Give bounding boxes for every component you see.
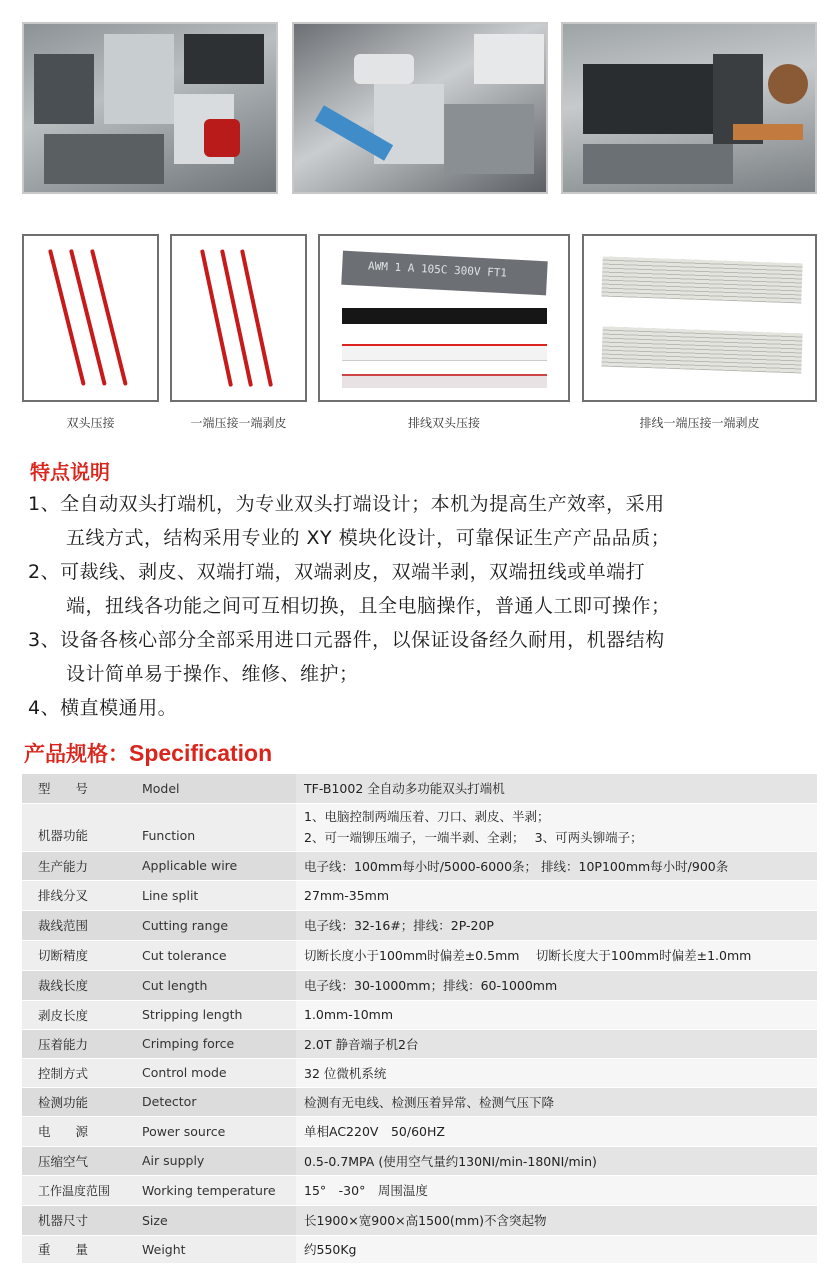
machine-photo-1 xyxy=(22,22,278,194)
spec-title-en: Specification xyxy=(129,740,273,766)
spec-row: 切断精度 Cut tolerance 切断长度小于100mm时偏差±0.5mm 切断长度大于100mm时偏差±1.0mm xyxy=(22,940,817,970)
spec-row: 机器尺寸 Size 长1900×宽900×高1500(mm)不含突起物 xyxy=(22,1205,817,1235)
spec-row: 排线分叉 Line split 27mm-35mm xyxy=(22,880,817,910)
sample-ribbon-crimp-strip xyxy=(582,234,817,402)
feature-item-3: 3、设备各核心部分全部采用进口元器件，以保证设备经久耐用，机器结构 设计简单易于操作、维修、维护； xyxy=(28,629,665,685)
features-list xyxy=(28,487,671,725)
spec-table xyxy=(22,774,817,1264)
spec-row: 电 源 Power source 单相AC220V 50/60HZ xyxy=(22,1116,817,1146)
caption-ribbon-double-crimp: 排线双头压接 xyxy=(407,416,480,430)
feature-item-4: 4、横直模通用。 xyxy=(28,697,178,719)
spec-row: 生产能力 Applicable wire 电子线：100mm每小时/5000-6000条； 排线：10P100mm每小时/900条 xyxy=(22,851,817,880)
spec-title xyxy=(24,738,272,768)
feature-item-2: 2、可裁线、剥皮、双端打端，双端剥皮，双端半剥，双端扭线或单端打 端，扭线各功能之间可互相切换，且全电脑操作，普通人工即可操作； xyxy=(28,561,671,617)
spec-row: 型 号 Model TF-B1002 全自动多功能双头打端机 xyxy=(22,774,817,803)
spec-row: 机器功能 Function 1、电脑控制两端压着、刀口、剥皮、半剥； 2、可一端铆压端子，一端半剥、全剥； 3、可两头铆端子； xyxy=(22,803,817,851)
spec-row: 裁线范围 Cutting range 电子线：32-16#；排线：2P-20P xyxy=(22,910,817,940)
spec-row: 工作温度范围 Working temperature 15° -30° 周围温度 xyxy=(22,1175,817,1205)
caption-crimp-strip: 一端压接一端剥皮 xyxy=(190,416,287,430)
caption-ribbon-crimp-strip: 排线一端压接一端剥皮 xyxy=(639,416,760,430)
caption-double-crimp: 双头压接 xyxy=(66,416,115,430)
machine-photo-3 xyxy=(561,22,817,194)
sample-double-crimp xyxy=(22,234,159,402)
sample-crimp-strip xyxy=(170,234,307,402)
spec-row: 裁线长度 Cut length 电子线：30-1000mm；排线：60-1000mm xyxy=(22,970,817,1000)
spec-row: 剥皮长度 Stripping length 1.0mm-10mm xyxy=(22,1000,817,1029)
spec-row: 控制方式 Control mode 32 位微机系统 xyxy=(22,1058,817,1087)
features-title: 特点说明 xyxy=(30,460,110,484)
spec-row: 压缩空气 Air supply 0.5-0.7MPA (使用空气量约130NI/min-180NI/min) xyxy=(22,1146,817,1175)
sample-ribbon-double-crimp xyxy=(318,234,570,402)
machine-photo-2 xyxy=(292,22,548,194)
spec-row: 压着能力 Crimping force 2.0T 静音端子机2台 xyxy=(22,1029,817,1058)
spec-title-cn: 产品规格： xyxy=(24,742,129,766)
feature-item-1: 1、全自动双头打端机，为专业双头打端设计；本机为提高生产效率，采用 五线方式，结构采用专业的 XY 模块化设计，可靠保证生产产品品质； xyxy=(28,493,671,549)
spec-row: 重 量 Weight 约550Kg xyxy=(22,1235,817,1263)
spec-row: 检测功能 Detector 检测有无电线、检测压着异常、检测气压下降 xyxy=(22,1087,817,1116)
ribbon-print: AWM 1 A 105C 300V FT1 xyxy=(367,259,508,280)
